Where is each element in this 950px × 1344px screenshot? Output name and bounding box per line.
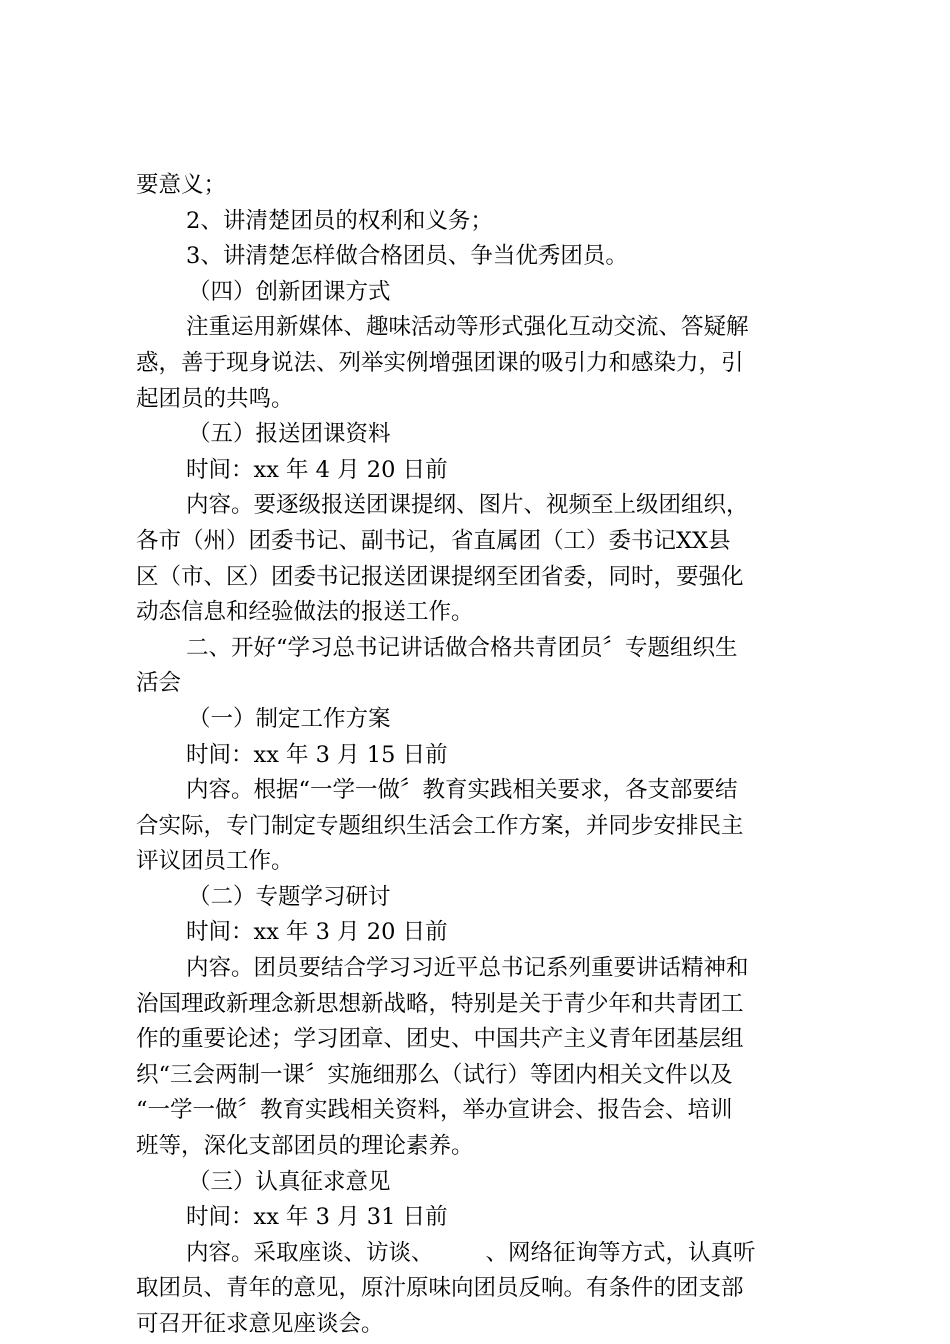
time-line: 时间：xx 年 3 月 31 日前 (186, 1204, 448, 1231)
text-line: 作的重要论述；学习团章、团史、中国共产主义青年团基层组 (136, 1026, 744, 1053)
section-heading: （一）制定工作方案 (188, 705, 391, 732)
text-line: 治国理政新理念新思想新战略，特别是关于青少年和共青团工 (136, 990, 744, 1017)
time-line: 时间：xx 年 3 月 20 日前 (186, 919, 448, 946)
text-line: 动态信息和经验做法的报送工作。 (136, 599, 474, 626)
text-line: 2、讲清楚团员的权利和义务； (186, 207, 493, 234)
section-heading: （五）报送团课资料 (188, 421, 391, 448)
text-line: 起团员的共鸣。 (136, 385, 294, 412)
section-heading: （二）专题学习研讨 (188, 883, 391, 910)
text-segment: 、网络征询等方式，认真听 (485, 1239, 756, 1266)
text-line: 内容。团员要结合学习习近平总书记系列重要讲话精神和 (186, 955, 749, 982)
text-line: 可召开征求意见座谈会。 (136, 1311, 384, 1337)
text-line: 各市（州）团委书记、副书记，省直属团（工）委书记XX县 (136, 527, 731, 554)
time-line: 时间：xx 年 4 月 20 日前 (186, 456, 448, 483)
section-heading: （三）认真征求意见 (188, 1168, 391, 1195)
text-line: 内容。根据“一学一做〞教育实践相关要求，各支部要结 (186, 777, 738, 804)
text-line: 要意义； (136, 172, 227, 198)
section-heading: （四）创新团课方式 (188, 278, 391, 305)
text-line: 内容。要逐级报送团课提纲、图片、视频至上级团组织， (186, 492, 749, 519)
text-line: 3、讲清楚怎样做合格团员、争当优秀团员。 (186, 243, 628, 270)
text-line: 班等，深化支部团员的理论素养。 (136, 1133, 474, 1160)
text-line: 区（市、区）团委书记报送团课提纲至团省委，同时，要强化 (136, 563, 744, 590)
text-line (136, 1236, 826, 1272)
document-body (136, 168, 826, 1343)
text-line: 惑，善于现身说法、列举实例增强团课的吸引力和感染力，引 (136, 349, 744, 376)
text-line: 取团员、青年的意见，原汁原味向团员反响。有条件的团支部 (136, 1275, 744, 1302)
text-line: 合实际，专门制定专题组织生活会工作方案，并同步安排民主 (136, 812, 744, 839)
text-line: 织“三会两制一课〞实施细那么（试行）等团内相关文件以及 (136, 1061, 733, 1088)
time-line: 时间：xx 年 3 月 15 日前 (186, 741, 448, 768)
text-segment: 内容。采取座谈、访谈、 (186, 1239, 434, 1266)
text-line: 注重运用新媒体、趣味活动等形式强化互动交流、答疑解 (186, 314, 749, 341)
text-line: 评议团员工作。 (136, 848, 294, 875)
text-line: 活会 (136, 670, 182, 697)
section-heading: 二、开好“学习总书记讲话做合格共青团员〞专题组织生 (186, 634, 738, 661)
text-line: “一学一做〞教育实践相关资料，举办宣讲会、报告会、培训 (136, 1097, 733, 1124)
